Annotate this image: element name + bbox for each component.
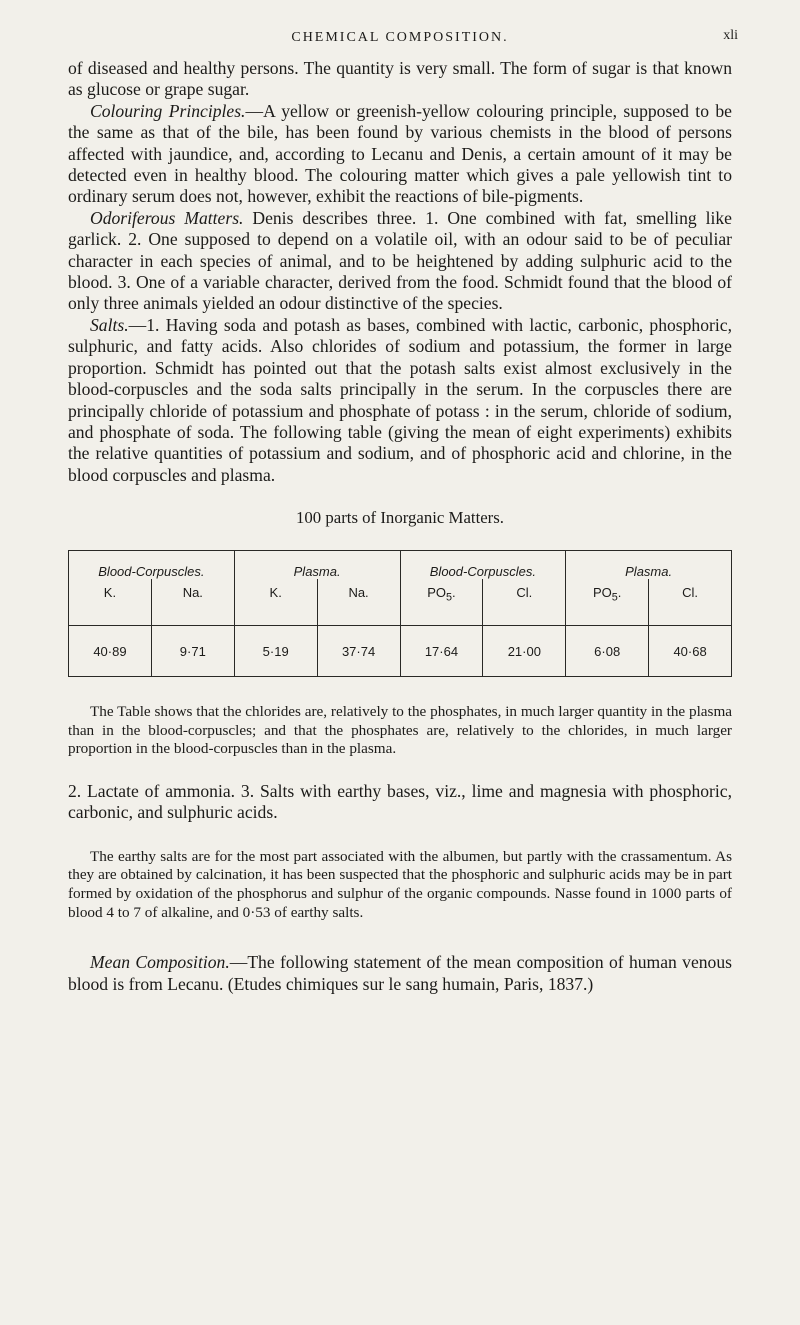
table-row [69, 626, 732, 677]
group-header: Plasma. [566, 551, 732, 580]
table-cell: 5·19 [234, 626, 317, 677]
column-header: Na. [317, 579, 400, 626]
column-header: K. [69, 579, 152, 626]
column-header: Na. [151, 579, 234, 626]
section-heading: Odoriferous Matters. [90, 207, 244, 228]
table-cell: 40·89 [69, 626, 152, 677]
mean-composition [68, 952, 732, 995]
table-cell: 6·08 [566, 626, 649, 677]
table-group-header-row [69, 551, 732, 580]
running-header [68, 0, 738, 58]
column-header: K. [234, 579, 317, 626]
table-cell: 37·74 [317, 626, 400, 677]
paragraph-text: of diseased and healthy persons. The quantity is very small. The form of sugar is that known as glucose or grape sugar. [68, 58, 732, 100]
page-number: xli [723, 28, 738, 43]
table-note: The Table shows that the chlorides are, relatively to the phosphates, in much larger quantity in the plasma than in the blood-corpuscles; and that the phosphates are, relatively to the chlorides, in much larger proportion in the blood-corpuscles than in the plasma. [68, 703, 732, 758]
table-cell: 40·68 [649, 626, 732, 677]
group-header: Blood-Corpuscles. [400, 551, 566, 580]
section-heading: Salts. [90, 314, 129, 335]
table-cell: 9·71 [151, 626, 234, 677]
paragraph-odoriferous-matters [68, 208, 732, 315]
paragraph-sugar [68, 58, 732, 101]
table-cell: 21·00 [483, 626, 566, 677]
column-header: $PO_5$. [566, 579, 649, 626]
section-heading: Mean Composition. [90, 952, 230, 973]
salts-continued: 2. Lactate of ammonia. 3. Salts with earthy bases, viz., lime and magnesia with phosphoric, carbonic, and sulphuric acids. [68, 780, 732, 823]
group-header: Plasma. [234, 551, 400, 580]
running-title: CHEMICAL COMPOSITION. [291, 30, 509, 45]
paragraph-text: —The following statement of the mean composition of human venous blood is from Lecanu. (Etudes chimiques sur le sang humain, Paris, 1837.) [68, 952, 732, 994]
paragraph-colouring-principles [68, 101, 732, 208]
paragraph-text: —1. Having soda and potash as bases, combined with lactic, carbonic, phosphoric, sulphuric, and fatty acids. Also chlorides of sodium and potassium, the former in large proportion. Schmidt has pointed out that the potash salts exist almost exclusively in the blood-corpuscles and the soda salts principally in the serum. In the corpuscles there are principally chloride of potassium and phosphate of potass : in the serum, chloride of sodium, and phosphate of soda. The following table (giving the mean of eight experiments) exhibits the relative quantities of potassium and sodium, and of phosphoric acid and chlorine, in the blood corpuscles and plasma. [68, 314, 732, 485]
section-heading: Colouring Principles. [90, 100, 246, 121]
page [68, 0, 738, 995]
table-column-header-row [69, 579, 732, 626]
column-header: $PO_5$. [400, 579, 483, 626]
column-header: Cl. [483, 579, 566, 626]
table-cell: 17·64 [400, 626, 483, 677]
paragraph-text: Denis describes three. 1. One combined with fat, smelling like garlick. 2. One supposed to depend on a volatile oil, with an odour said to be of peculiar character in each species of animal, and to be heightened by adding sulphuric acid to the blood. 3. One of a variable character, derived from the food. Schmidt found that the blood of only three animals yielded an odour distinctive of the species. [68, 207, 732, 314]
group-header: Blood-Corpuscles. [69, 551, 235, 580]
paragraph-salts [68, 315, 732, 486]
main-text [68, 58, 732, 486]
table-caption: 100 parts of Inorganic Matters. [295, 508, 504, 528]
column-header: Cl. [649, 579, 732, 626]
inorganic-matters-table [68, 550, 732, 677]
paragraph-text: —A yellow or greenish-yellow colouring principle, supposed to be the same as that of the bile, has been found by various chemists in the blood of persons affected with jaundice, and, according to Lecanu and Denis, a certain amount of it may be detected even in healthy blood. The colouring matter which gives a pale yellowish tint to ordinary serum does not, however, exhibit the reactions of bile-pigments. [68, 100, 732, 207]
earthy-salts-note: The earthy salts are for the most part associated with the albumen, but partly with the crassamentum. As they are obtained by calcination, it has been suspected that the phosphoric and sulphuric acids may be in part formed by oxidation of the phosphorus and sulphur of the organic compounds. Nasse found in 1000 parts of blood 4 to 7 of alkaline, and 0·53 of earthy salts. [68, 847, 732, 921]
